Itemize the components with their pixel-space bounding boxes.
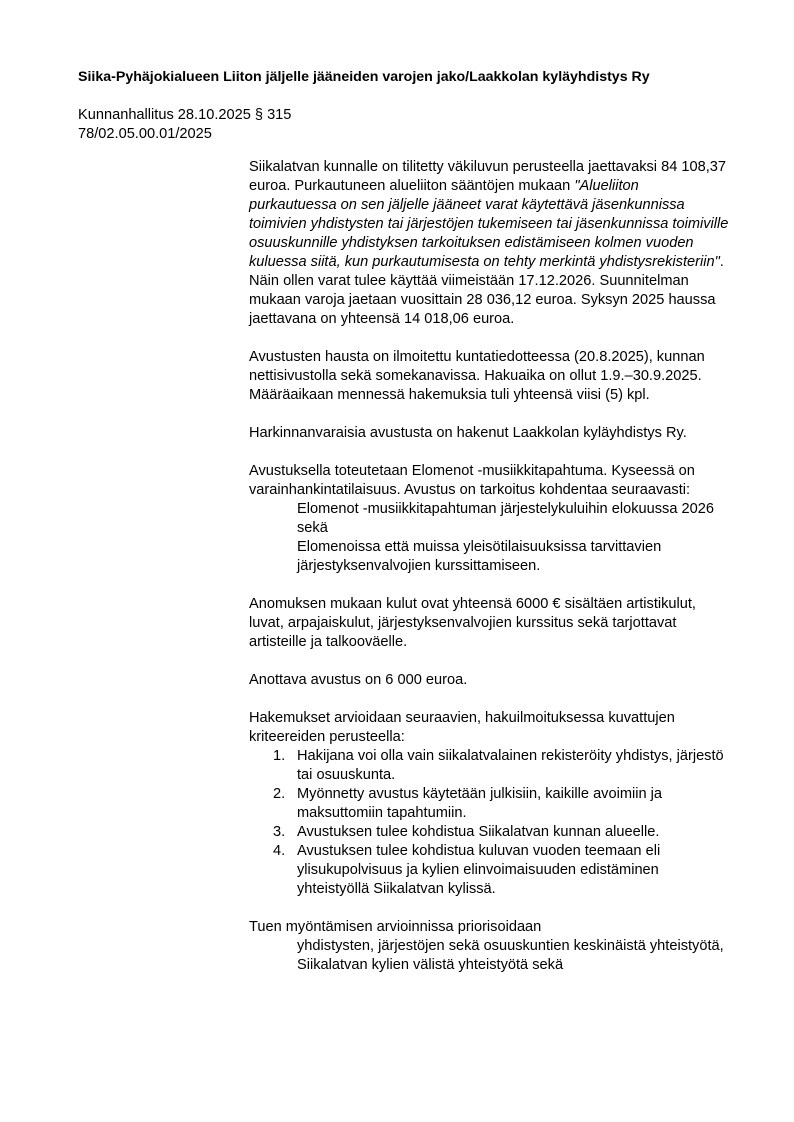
- criteria-number: 4.: [273, 843, 286, 859]
- paragraph-costs: Anomuksen mukaan kulut ovat yhteensä 6000 € sisältäen artistikulut, luvat, arpajaiskulut, järjestyksenvalvojien kurssitus sekä tarjottavat artisteille ja talkooväelle.: [249, 596, 696, 650]
- paragraph-criteria-intro: Hakemukset arvioidaan seuraavien, hakuilmoituksessa kuvattujen kriteereiden perusteella:: [249, 710, 675, 745]
- document-meta: [78, 106, 478, 144]
- criteria-item: [249, 842, 729, 899]
- paragraph-requested-amount: Anottava avustus on 6 000 euroa.: [249, 672, 468, 688]
- paragraph-priority: Tuen myöntämisen arvioinnissa priorisoidaan: [249, 919, 542, 935]
- bylaw-quote: "Alueliiton purkautuessa on sen jäljelle jääneet varat käytettävä jäsenkunnissa toimivien yhdistysten tai järjestöjen tukemiseen tai jäsenkunnissa toimiville osuuskunnille yhdistyksen tarkoituksen edistämiseen kolmen vuoden kuluessa siitä, kun purkautumisesta on tehty merkintä yhdistysrekisteriin": [249, 178, 729, 270]
- meeting-reference: Kunnanhallitus 28.10.2025 § 315: [78, 107, 292, 123]
- criteria-number: 1.: [273, 748, 286, 764]
- paragraph-funds: [249, 158, 729, 329]
- criteria-list: [249, 747, 729, 899]
- document-title: Siika-Pyhäjokialueen Liiton jäljelle jääneiden varojen jako/Laakkolan kyläyhdistys Ry: [78, 69, 650, 85]
- criteria-number: 2.: [273, 786, 286, 802]
- purpose-item: Elomenoissa että muissa yleisötilaisuuksissa tarvittavien järjestyksenvalvojien kurssittamiseen.: [297, 539, 662, 574]
- paragraph-funds-intro: Siikalatvan kunnalle on tilitetty väkiluvun perusteella jaettavaksi 84 108,37 euroa. Purkautuneen alueliiton sääntöjen mukaan: [249, 159, 727, 194]
- paragraph-funds-outro: . Näin ollen varat tulee käyttää viimeistään 17.12.2026. Suunnitelman mukaan varoja jaetaan vuosittain 28 036,12 euroa. Syksyn 2025 haussa jaettavana on yhteensä 14 018,06 euroa.: [249, 254, 724, 327]
- criteria-item: [249, 747, 729, 785]
- criteria-item: [249, 785, 729, 823]
- criteria-text: Hakijana voi olla vain siikalatvalainen rekisteröity yhdistys, järjestö tai osuuskunta.: [297, 748, 724, 783]
- document-body: [249, 158, 729, 975]
- purpose-item: Elomenot -musiikkitapahtuman järjestelykuluihin elokuussa 2026 sekä: [297, 501, 714, 536]
- criteria-number: 3.: [273, 824, 286, 840]
- criteria-text: Myönnetty avustus käytetään julkisiin, kaikille avoimiin ja maksuttomiin tapahtumiin.: [297, 786, 663, 821]
- priority-item: yhdistysten, järjestöjen sekä osuuskuntien keskinäistä yhteistyötä,: [297, 938, 724, 954]
- criteria-item: [249, 823, 729, 842]
- criteria-text: Avustuksen tulee kohdistua Siikalatvan kunnan alueelle.: [297, 824, 660, 840]
- paragraph-announcement: Avustusten hausta on ilmoitettu kuntatiedotteessa (20.8.2025), kunnan nettisivustolla sekä somekanavissa. Hakuaika on ollut 1.9.–30.9.2025. Määräaikaan mennessä hakemuksia tuli yhteensä viisi (5) kpl.: [249, 349, 705, 403]
- priority-item: Siikalatvan kylien välistä yhteistyötä sekä: [297, 957, 564, 973]
- paragraph-purpose: Avustuksella toteutetaan Elomenot -musiikkitapahtuma. Kyseessä on varainhankintatilaisuus. Avustus on tarkoitus kohdentaa seuraavasti:: [249, 463, 695, 498]
- paragraph-applicant: Harkinnanvaraisia avustusta on hakenut Laakkolan kyläyhdistys Ry.: [249, 425, 687, 441]
- criteria-text: Avustuksen tulee kohdistua kuluvan vuoden teemaan eli ylisukupolvisuus ja kylien elinvoimaisuuden edistäminen yhteistyöllä Siikalatvan kylissä.: [297, 843, 661, 897]
- case-number: 78/02.05.00.01/2025: [78, 126, 212, 142]
